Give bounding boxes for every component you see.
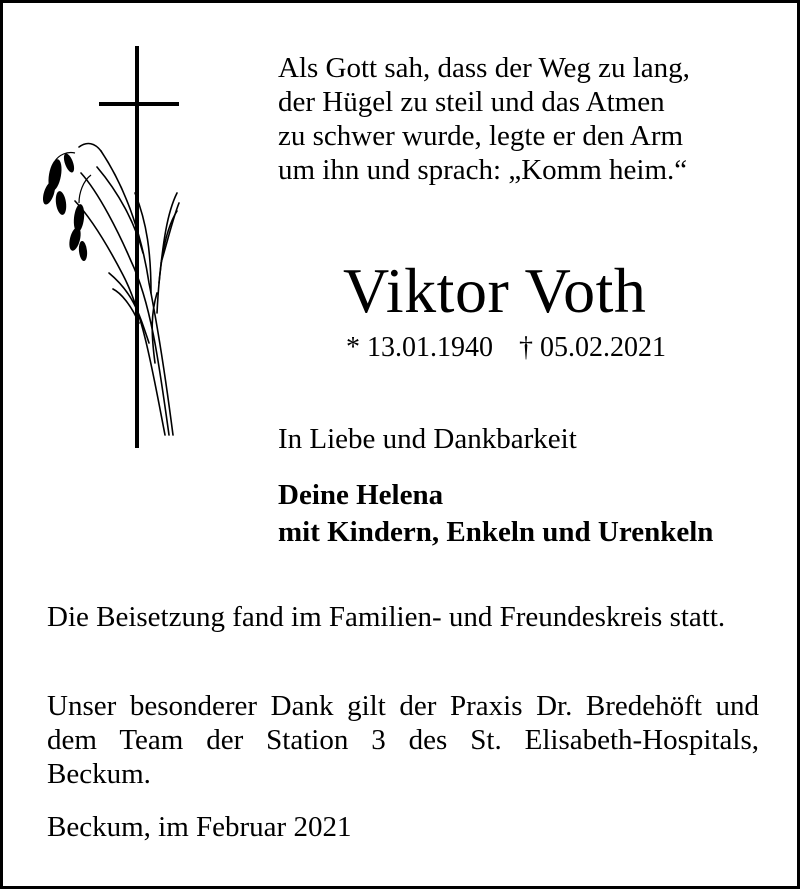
birth-date: * 13.01.1940: [346, 332, 493, 363]
thanks-notice: Unser besonderer Dank gilt der Praxis Dr. Bredehöft und dem Team der Station 3 des St. Elisabeth-Hospitals, Beckum.: [47, 690, 759, 790]
death-date: † 05.02.2021: [519, 332, 666, 363]
poem-line: um ihn und sprach: „Komm heim.“: [278, 154, 688, 186]
burial-notice: Die Beisetzung fand im Familien- und Freundeskreis statt.: [47, 601, 726, 633]
mourners-line: Deine Helena: [278, 479, 444, 511]
mourners-line: mit Kindern, Enkeln und Urenkeln: [278, 516, 714, 548]
place-date: Beckum, im Februar 2021: [47, 811, 352, 843]
poem-line: zu schwer wurde, legte er den Arm: [278, 120, 684, 152]
mourners-intro: In Liebe und Dankbarkeit: [278, 423, 577, 455]
poem-line: Als Gott sah, dass der Weg zu lang,: [278, 52, 690, 84]
cross-with-grain-icon: [39, 43, 199, 453]
deceased-name: Viktor Voth: [343, 255, 647, 326]
life-dates: [346, 330, 666, 366]
poem-verse: [278, 51, 690, 187]
mourners-names: [278, 477, 713, 551]
poem-line: der Hügel zu steil und das Atmen: [278, 86, 665, 118]
